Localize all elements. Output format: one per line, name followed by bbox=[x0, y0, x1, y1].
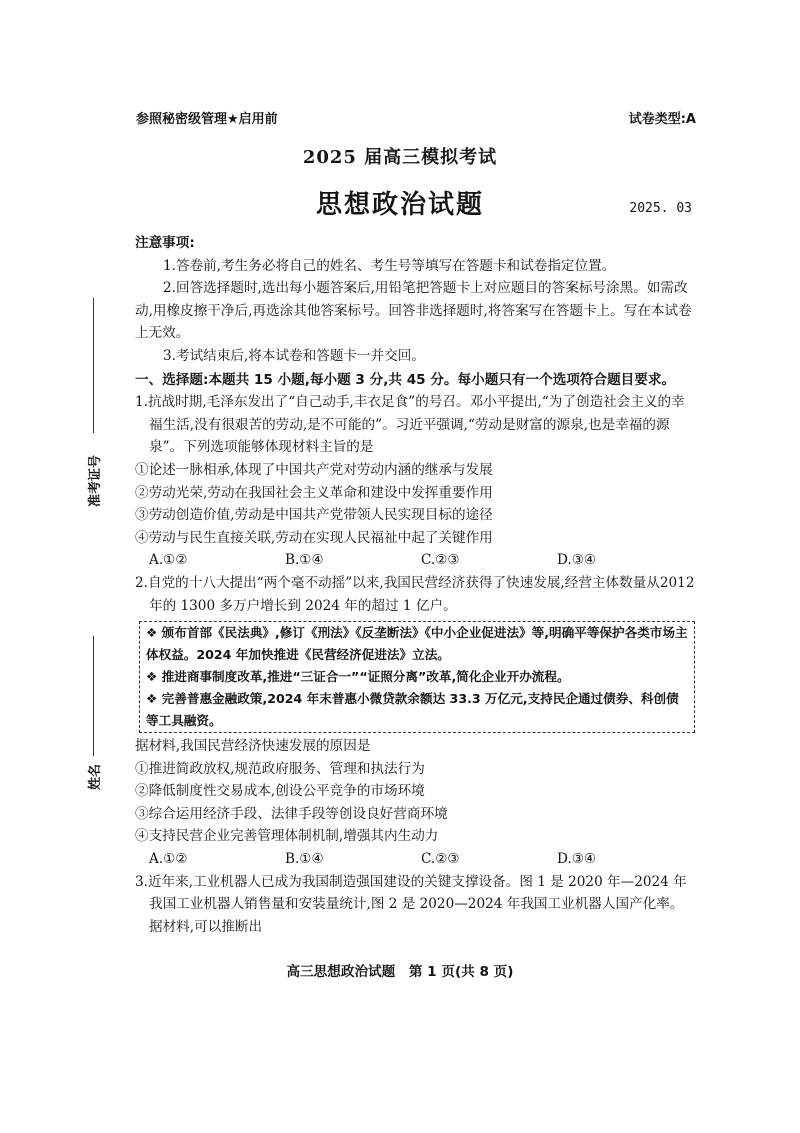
material-item: ❖ 完善普惠金融政策,2024 年末普惠小微贷款余额达 33.3 万亿元,支持民企通过债券、科创债等工具融资。 bbox=[146, 691, 679, 729]
confidentiality-label: 参照秘密级管理★启用前 bbox=[136, 112, 278, 127]
choice-d: D.③④ bbox=[557, 552, 597, 569]
name-label: 姓名 bbox=[88, 763, 103, 790]
page-footer: 高三思想政治试题 第 1 页(共 8 页) bbox=[286, 964, 514, 980]
question-2-option: ②降低制度性交易成本,创设公平竞争的市场环境 bbox=[135, 783, 425, 800]
question-1-choices bbox=[135, 549, 695, 572]
question-2-material-box bbox=[139, 621, 695, 733]
note-item: 3.考试结束后,将本试卷和答题卡一并交回。 bbox=[163, 347, 425, 364]
notes-heading: 注意事项: bbox=[135, 235, 195, 251]
subject-title: 思想政治试题 bbox=[315, 190, 484, 220]
question-1-option: ④劳动与民生直接关联,劳动在实现人民福祉中起了关键作用 bbox=[135, 529, 493, 546]
note-item: 1.答卷前,考生务必将自己的姓名、考生号等填写在答题卡和试卷指定位置。 bbox=[163, 257, 616, 274]
question-1-option: ②劳动光荣,劳动在我国社会主义革命和建设中发挥重要作用 bbox=[135, 484, 493, 501]
question-2-lead: 据材料,我国民营经济快速发展的原因是 bbox=[135, 738, 371, 755]
note-item: 2.回答选择题时,选出每小题答案后,用铅笔把答题卡上对应题目的答案标号涂黑。如需改动,用橡皮擦干净后,再选涂其他答案标号。回答非选择题时,将答案写在答题卡上。写在本试卷上无效。 bbox=[135, 280, 692, 342]
paper-type-label: 试卷类型:A bbox=[628, 112, 696, 127]
exam-title: 2025 届高三模拟考试 bbox=[302, 147, 498, 168]
choice-a: A.①② bbox=[149, 851, 188, 868]
exam-date: 2025. 03 bbox=[629, 201, 692, 216]
id-number-label: 准考证号 bbox=[88, 454, 103, 507]
choice-c: C.②③ bbox=[421, 851, 460, 868]
material-item: ❖ 颁布首部《民法典》,修订《刑法》《反垄断法》《中小企业促进法》等,明确平等保护各类市场主体权益。2024 年加快推进《民营经济促进法》立法。 bbox=[146, 625, 688, 663]
question-2-stem: 2.自党的十八大提出“两个毫不动摇”以来,我国民营经济获得了快速发展,经营主体数量从2012 年的 1300 多万户增长到 2024 年的超过 1 亿户。 bbox=[135, 574, 695, 614]
question-2-option: ④支持民营企业完善管理体制机制,增强其内生动力 bbox=[135, 828, 439, 845]
question-1-stem: 1.抗战时期,毛泽东发出了“自己动手,丰衣足食”的号召。邓小平提出,“为了创造社会主义的幸福生活,没有很艰苦的劳动,是不可能的”。习近平强调,“劳动是财富的源泉,也是幸福的源泉”。下列选项能够体现材料主旨的是 bbox=[135, 394, 685, 456]
choice-b: B.①④ bbox=[285, 851, 324, 868]
exam-content bbox=[135, 232, 695, 938]
question-2-choices bbox=[135, 848, 695, 871]
id-number-line bbox=[93, 298, 94, 433]
question-1-option: ①论述一脉相承,体现了中国共产党对劳动内涵的继承与发展 bbox=[135, 461, 493, 478]
section-heading: 一、选择题:本题共 15 小题,每小题 3 分,共 45 分。每小题只有一个选项符合题目要求。 bbox=[135, 371, 676, 388]
choice-b: B.①④ bbox=[285, 552, 324, 569]
choice-c: C.②③ bbox=[421, 552, 460, 569]
question-2-option: ③综合运用经济手段、法律手段等创设良好营商环境 bbox=[135, 805, 448, 822]
material-item: ❖ 推进商事制度改革,推进“三证合一”“证照分离”改革,简化企业开办流程。 bbox=[146, 669, 570, 685]
name-line bbox=[93, 636, 94, 756]
question-2-option: ①推进简政放权,规范政府服务、管理和执法行为 bbox=[135, 760, 425, 777]
choice-a: A.①② bbox=[149, 552, 188, 569]
question-3-stem: 3.近年来,工业机器人已成为我国制造强国建设的关键支撑设备。图 1 是 2020 年—2024 年我国工业机器人销售量和安装量统计,图 2 是 2020—2024 年我国工业机器人国产化率。据材料,可以推断出 bbox=[135, 873, 687, 935]
question-1-option: ③劳动创造价值,劳动是中国共产党带领人民实现目标的途径 bbox=[135, 507, 493, 524]
choice-d: D.③④ bbox=[557, 851, 597, 868]
